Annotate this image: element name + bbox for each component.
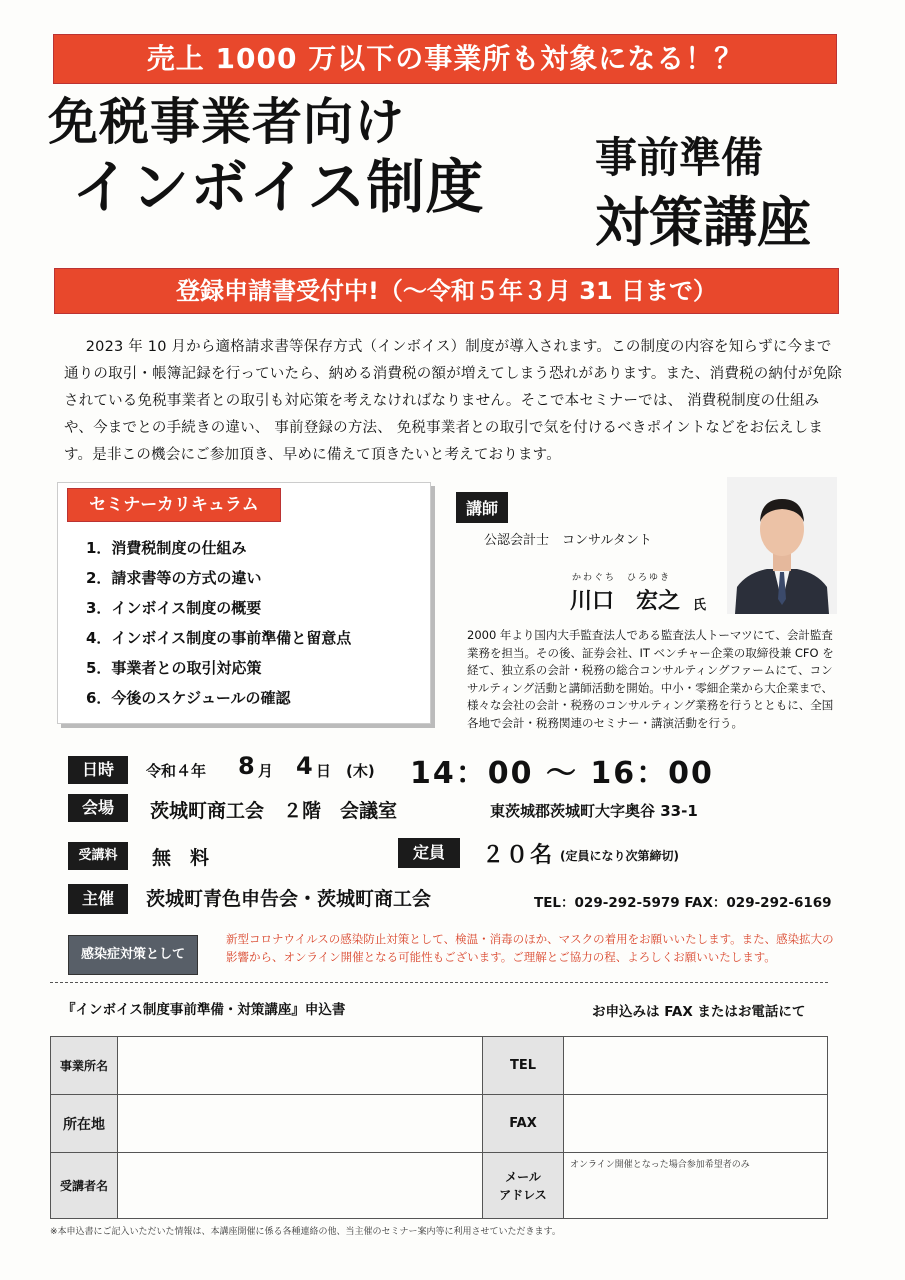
date-month-unit: 月 [258, 762, 274, 780]
application-form [50, 1036, 828, 1219]
curriculum-item: 1．消費税制度の仕組み [86, 539, 247, 557]
lecturer-bio: 2000 年より国内大手監査法人である監査法人トーマツにて、会計監査業務を担当。その後、証券会社、IT ベンチャー企業の取締役兼 CFO を経て、独立系の会計・税務の総合コンサルティングファームにて、コンサルティング活動と講師活動を開始。中小・零細企業から大企業まで、様々な会社の会計・税務のコンサルティング業務を行うとともに、全国各地で会計・税務関連のセミナー・講演活動を行う。 [467, 628, 834, 730]
form-note: お申込みは FAX またはお電話にて [592, 1004, 806, 1020]
lecturer-name: 川口 宏之 [570, 589, 681, 614]
title-side1: 事前準備 [595, 133, 764, 182]
registration-banner: 登録申請書受付中!（～令和５年３月 31 日まで） [54, 268, 839, 314]
email-label [483, 1153, 564, 1219]
office-name-label: 事業所名 [51, 1037, 118, 1095]
contact-numbers: TEL：029-292-5979 FAX：029-292-6169 [534, 895, 832, 911]
event-time: 14：00 ～ 16：00 [410, 756, 714, 791]
form-title: 『インボイス制度事前準備・対策講座』申込書 [62, 1002, 346, 1018]
curriculum-item: 6．今後のスケジュールの確認 [86, 689, 291, 707]
address-label: 所在地 [51, 1095, 118, 1153]
tel-field[interactable] [564, 1037, 828, 1095]
top-banner: 売上 1000 万以下の事業所も対象になる！？ [53, 34, 837, 84]
title-side2: 対策講座 [595, 191, 811, 254]
organizer: 茨城町青色申告会・茨城町商工会 [146, 888, 432, 910]
date-day-unit: 日 [316, 762, 332, 780]
lecturer-honorific: 氏 [693, 598, 707, 613]
curriculum-item: 4．インボイス制度の事前準備と留意点 [86, 629, 352, 647]
intro-text: 2023 年 10 月から適格請求書等保存方式（インボイス）制度が導入されます。この制度の内容を知らずに今まで通りの取引・帳簿記録を行っていたら、納める消費税の額が増えてしまう恐れがあります。また、消費税の納付が免除されている免税事業者との取引も対応策を考えなければなりません。そこで本セミナーでは、 消費税制度の仕組みや、今までとの手続きの違い、 事前登録の方法、 免税事業者との取引で気を付けるべきポイントなどをお伝えします。是非この機会にご参加頂き、早めに備えて頂きたいと考えております。 [64, 339, 842, 463]
fax-label: FAX [483, 1095, 564, 1153]
office-name-field[interactable] [118, 1037, 483, 1095]
email-note: オンライン開催となった場合参加希望者のみ [570, 1160, 750, 1170]
capacity-label: 定員 [398, 838, 460, 868]
email-label-line2: アドレス [499, 1187, 547, 1202]
lecturer-name-ruby: かわぐち ひろゆき [572, 573, 672, 583]
fee-label: 受講料 [68, 842, 128, 870]
attendee-field[interactable] [118, 1153, 483, 1219]
date-month: 8 [238, 752, 255, 780]
lecturer-photo [727, 477, 837, 614]
curriculum-title: セミナーカリキュラム [67, 488, 281, 522]
attendee-label: 受講者名 [51, 1153, 118, 1219]
date-day: 4 [296, 752, 313, 780]
date-weekday: (木) [346, 762, 375, 780]
address-field[interactable] [118, 1095, 483, 1153]
tel-label: TEL [483, 1037, 564, 1095]
title-line2: インボイス制度 [72, 153, 485, 221]
fax-field[interactable] [564, 1095, 828, 1153]
date-era: 令和４年 [146, 762, 207, 780]
capacity: ２０名 [482, 843, 555, 868]
footnote: ※本申込書にご記入いただいた情報は、本講座開催に係る各種連絡の他、当主催のセミナー案内等に利用させていただきます。 [50, 1227, 561, 1237]
curriculum-item: 5．事業者との取引対応策 [86, 659, 262, 677]
lecturer-role: 公認会計士 コンサルタント [484, 533, 652, 548]
venue: 茨城町商工会 ２階 会議室 [150, 800, 398, 822]
venue-address: 東茨城郡茨城町大字奥谷 33-1 [490, 802, 698, 820]
title-line1: 免税事業者向け [48, 93, 405, 151]
email-field[interactable] [564, 1153, 828, 1219]
lecturer-label: 講師 [456, 492, 508, 523]
date-label: 日時 [68, 756, 128, 784]
cut-line [50, 982, 828, 983]
venue-label: 会場 [68, 794, 128, 822]
email-label-line1: メール [505, 1169, 541, 1184]
covid-label: 感染症対策として [68, 935, 198, 975]
capacity-note: (定員になり次第締切) [560, 849, 679, 863]
fee: 無 料 [152, 847, 210, 869]
curriculum-item: 3．インボイス制度の概要 [86, 599, 262, 617]
organizer-label: 主催 [68, 884, 128, 914]
covid-text: 新型コロナウイルスの感染防止対策として、検温・消毒のほか、マスクの着用をお願いいたします。また、感染拡大の影響から、オンライン開催となる可能性もございます。ご理解とご協力の程、よろしくお願いいたします。 [226, 932, 834, 964]
curriculum-item: 2．請求書等の方式の違い [86, 569, 262, 587]
